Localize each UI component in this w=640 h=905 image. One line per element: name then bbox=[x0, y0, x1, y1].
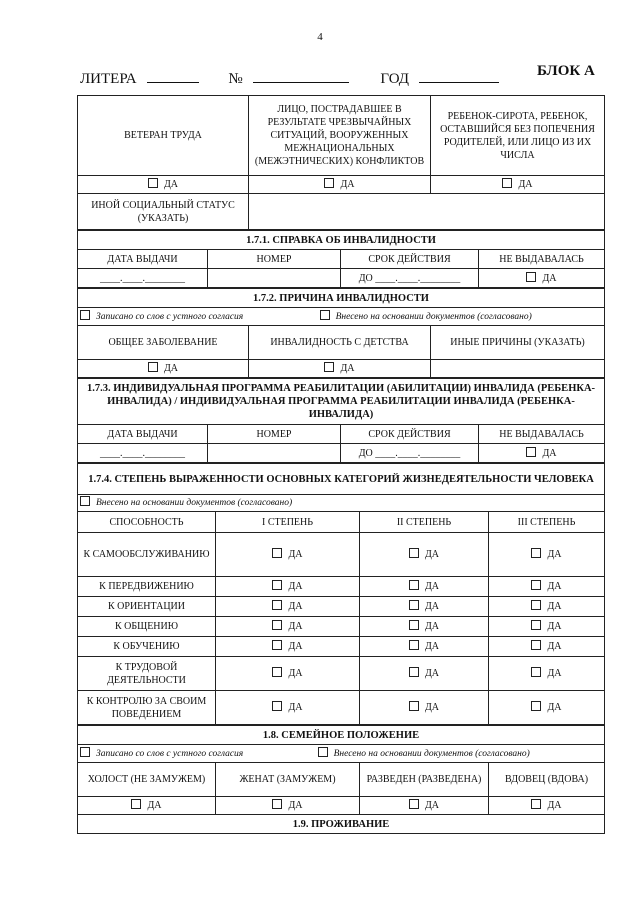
section-171 bbox=[77, 230, 605, 288]
other-reason-field[interactable] bbox=[431, 360, 605, 378]
ability-label: К ПЕРЕДВИЖЕНИЮ bbox=[78, 577, 216, 597]
ability-label: К САМООБСЛУЖИВАНИЮ bbox=[78, 533, 216, 577]
checkbox-icon[interactable] bbox=[148, 178, 158, 188]
checkbox-cell[interactable]: ДА bbox=[216, 597, 360, 617]
section-174 bbox=[77, 463, 605, 725]
checkbox-cell[interactable]: ДА bbox=[360, 617, 489, 637]
col-header: РАЗВЕДЕН (РАЗВЕДЕНА) bbox=[360, 763, 489, 797]
checkbox-icon[interactable] bbox=[324, 362, 334, 372]
checkbox-cell[interactable]: ДА bbox=[216, 577, 360, 597]
section-173 bbox=[77, 378, 605, 463]
checkbox-cell[interactable]: ДА bbox=[360, 797, 489, 815]
col-header: II СТЕПЕНЬ bbox=[360, 512, 489, 533]
ability-label: К ОБУЧЕНИЮ bbox=[78, 637, 216, 657]
checkbox-icon[interactable] bbox=[409, 701, 419, 711]
checkbox-cell[interactable]: ДА bbox=[216, 797, 360, 815]
option-docs[interactable]: Внесено на основании документов (согласовано) bbox=[320, 312, 532, 322]
form-body bbox=[77, 95, 604, 834]
section-title: 1.7.3. ИНДИВИДУАЛЬНАЯ ПРОГРАММА РЕАБИЛИТАЦИИ (АБИЛИТАЦИИ) ИНВАЛИДА (РЕБЕНКА-ИНВАЛИДА) / ИНДИВИДУАЛЬНАЯ ПРОГРАММА РЕАБИЛИТАЦИИ ИНВАЛИДА (РЕБЕНКА-ИНВАЛИДА) bbox=[78, 379, 605, 425]
checkbox-cell[interactable]: ДА bbox=[249, 360, 431, 378]
checkbox-icon[interactable] bbox=[409, 548, 419, 558]
checkbox-icon[interactable] bbox=[272, 620, 282, 630]
col-header: ИНВАЛИДНОСТЬ С ДЕТСТВА bbox=[249, 326, 431, 360]
checkbox-icon[interactable] bbox=[409, 640, 419, 650]
checkbox-cell[interactable]: ДА bbox=[489, 617, 605, 637]
checkbox-icon[interactable] bbox=[272, 667, 282, 677]
checkbox-icon[interactable] bbox=[531, 548, 541, 558]
checkbox-icon[interactable] bbox=[531, 620, 541, 630]
checkbox-icon[interactable] bbox=[272, 799, 282, 809]
col-header: I СТЕПЕНЬ bbox=[216, 512, 360, 533]
checkbox-icon[interactable] bbox=[324, 178, 334, 188]
table-row bbox=[78, 637, 605, 657]
litera-field[interactable] bbox=[147, 68, 199, 83]
checkbox-icon[interactable] bbox=[531, 701, 541, 711]
checkbox-cell[interactable]: ДА bbox=[360, 597, 489, 617]
checkbox-cell[interactable]: ДА bbox=[78, 797, 216, 815]
checkbox-cell[interactable]: ДА bbox=[360, 637, 489, 657]
col-header: ВДОВЕЦ (ВДОВА) bbox=[489, 763, 605, 797]
checkbox-icon[interactable] bbox=[80, 496, 90, 506]
section-title: 1.7.4. СТЕПЕНЬ ВЫРАЖЕННОСТИ ОСНОВНЫХ КАТЕГОРИЙ ЖИЗНЕДЕЯТЕЛЬНОСТИ ЧЕЛОВЕКА bbox=[78, 464, 605, 495]
issue-date-field[interactable]: ____.____.________ bbox=[78, 444, 208, 463]
checkbox-icon[interactable] bbox=[502, 178, 512, 188]
col-header: ХОЛОСТ (НЕ ЗАМУЖЕМ) bbox=[78, 763, 216, 797]
section-title: 1.7.2. ПРИЧИНА ИНВАЛИДНОСТИ bbox=[78, 289, 605, 308]
col-header: НОМЕР bbox=[208, 250, 341, 269]
checkbox-cell[interactable]: ДА bbox=[249, 176, 431, 194]
checkbox-icon[interactable] bbox=[409, 667, 419, 677]
checkbox-cell[interactable]: ДА bbox=[216, 617, 360, 637]
option-docs[interactable]: Внесено на основании документов (согласовано) bbox=[78, 495, 605, 512]
col-header: НЕ ВЫДАВАЛАСЬ bbox=[479, 425, 605, 444]
page-number: 4 bbox=[317, 31, 323, 43]
valid-until-field[interactable]: ДО ____.____.________ bbox=[341, 269, 479, 288]
table-row bbox=[78, 691, 605, 725]
section-title: 1.8. СЕМЕЙНОЕ ПОЛОЖЕНИЕ bbox=[78, 726, 605, 745]
col-header: ДАТА ВЫДАЧИ bbox=[78, 425, 208, 444]
number-label: № bbox=[228, 71, 243, 87]
option-docs[interactable]: Внесено на основании документов (согласовано) bbox=[318, 749, 530, 759]
col-header: III СТЕПЕНЬ bbox=[489, 512, 605, 533]
checkbox-icon[interactable] bbox=[409, 620, 419, 630]
status-orphan: РЕБЕНОК-СИРОТА, РЕБЕНОК, ОСТАВШИЙСЯ БЕЗ ПОПЕЧЕНИЯ РОДИТЕЛЕЙ, ИЛИ ЛИЦО ИЗ ИХ ЧИСЛА bbox=[431, 96, 605, 176]
section-title: 1.7.1. СПРАВКА ОБ ИНВАЛИДНОСТИ bbox=[78, 231, 605, 250]
block-label: БЛОК А bbox=[537, 63, 595, 79]
valid-until-field[interactable]: ДО ____.____.________ bbox=[341, 444, 479, 463]
checkbox-icon[interactable] bbox=[318, 747, 328, 757]
other-status-field[interactable] bbox=[249, 194, 605, 230]
checkbox-icon[interactable] bbox=[320, 310, 330, 320]
table-row bbox=[78, 657, 605, 691]
checkbox-cell[interactable]: ДА bbox=[489, 533, 605, 577]
checkbox-cell[interactable]: ДА bbox=[479, 269, 605, 288]
checkbox-cell[interactable]: ДА bbox=[360, 533, 489, 577]
checkbox-icon[interactable] bbox=[272, 600, 282, 610]
checkbox-icon[interactable] bbox=[526, 272, 536, 282]
checkbox-icon[interactable] bbox=[272, 701, 282, 711]
checkbox-icon[interactable] bbox=[80, 747, 90, 757]
checkbox-icon[interactable] bbox=[80, 310, 90, 320]
section-title: 1.9. ПРОЖИВАНИЕ bbox=[78, 815, 605, 834]
col-header: СРОК ДЕЙСТВИЯ bbox=[341, 425, 479, 444]
option-oral[interactable]: Записано со слов с устного согласия bbox=[80, 749, 243, 759]
checkbox-cell[interactable]: ДА bbox=[360, 691, 489, 725]
checkbox-icon[interactable] bbox=[531, 600, 541, 610]
checkbox-cell[interactable]: ДА bbox=[489, 691, 605, 725]
col-header: СПОСОБНОСТЬ bbox=[78, 512, 216, 533]
form-header bbox=[80, 68, 509, 88]
issue-date-field[interactable]: ____.____.________ bbox=[78, 269, 208, 288]
number-field[interactable] bbox=[208, 269, 341, 288]
checkbox-icon[interactable] bbox=[272, 580, 282, 590]
checkbox-icon[interactable] bbox=[526, 447, 536, 457]
ability-label: К ОРИЕНТАЦИИ bbox=[78, 597, 216, 617]
option-oral[interactable]: Записано со слов с устного согласия bbox=[80, 312, 243, 322]
checkbox-cell[interactable]: ДА bbox=[360, 657, 489, 691]
checkbox-icon[interactable] bbox=[409, 600, 419, 610]
year-field[interactable] bbox=[419, 68, 499, 83]
checkbox-cell[interactable]: ДА bbox=[489, 797, 605, 815]
checkbox-icon[interactable] bbox=[531, 640, 541, 650]
checkbox-cell[interactable]: ДА bbox=[78, 360, 249, 378]
checkbox-cell[interactable]: ДА bbox=[360, 577, 489, 597]
checkbox-icon[interactable] bbox=[272, 548, 282, 558]
checkbox-icon[interactable] bbox=[409, 580, 419, 590]
checkbox-icon[interactable] bbox=[531, 667, 541, 677]
section-172 bbox=[77, 288, 605, 378]
table-row bbox=[78, 597, 605, 617]
col-header: ДАТА ВЫДАЧИ bbox=[78, 250, 208, 269]
checkbox-cell[interactable]: ДА bbox=[216, 691, 360, 725]
checkbox-cell[interactable]: ДА bbox=[489, 577, 605, 597]
checkbox-cell[interactable]: ДА bbox=[216, 657, 360, 691]
col-header: НЕ ВЫДАВАЛАСЬ bbox=[479, 250, 605, 269]
section-18 bbox=[77, 725, 605, 834]
number-field[interactable] bbox=[253, 68, 349, 83]
checkbox-icon[interactable] bbox=[531, 580, 541, 590]
checkbox-cell[interactable]: ДА bbox=[489, 657, 605, 691]
number-field[interactable] bbox=[208, 444, 341, 463]
checkbox-icon[interactable] bbox=[148, 362, 158, 372]
checkbox-cell[interactable]: ДА bbox=[489, 637, 605, 657]
checkbox-cell[interactable]: ДА bbox=[489, 597, 605, 617]
checkbox-icon[interactable] bbox=[131, 799, 141, 809]
checkbox-icon[interactable] bbox=[409, 799, 419, 809]
status-veteran: ВЕТЕРАН ТРУДА bbox=[78, 96, 249, 176]
checkbox-cell[interactable]: ДА bbox=[216, 533, 360, 577]
col-header: ОБЩЕЕ ЗАБОЛЕВАНИЕ bbox=[78, 326, 249, 360]
table-row bbox=[78, 577, 605, 597]
other-status-label: ИНОЙ СОЦИАЛЬНЫЙ СТАТУС (УКАЗАТЬ) bbox=[78, 194, 249, 230]
table-row bbox=[78, 617, 605, 637]
checkbox-icon[interactable] bbox=[272, 640, 282, 650]
col-header: СРОК ДЕЙСТВИЯ bbox=[341, 250, 479, 269]
checkbox-cell[interactable]: ДА bbox=[78, 176, 249, 194]
ability-label: К ОБЩЕНИЮ bbox=[78, 617, 216, 637]
table-row bbox=[78, 533, 605, 577]
col-header: ИНЫЕ ПРИЧИНЫ (УКАЗАТЬ) bbox=[431, 326, 605, 360]
col-header: НОМЕР bbox=[208, 425, 341, 444]
status-table bbox=[77, 95, 605, 230]
checkbox-cell[interactable]: ДА bbox=[431, 176, 605, 194]
col-header: ЖЕНАТ (ЗАМУЖЕМ) bbox=[216, 763, 360, 797]
year-label: ГОД bbox=[380, 71, 410, 87]
status-emergency: ЛИЦО, ПОСТРАДАВШЕЕ В РЕЗУЛЬТАТЕ ЧРЕЗВЫЧАЙНЫХ СИТУАЦИЙ, ВООРУЖЕННЫХ МЕЖНАЦИОНАЛЬНЫХ (МЕЖЭТНИЧЕСКИХ) КОНФЛИКТОВ bbox=[249, 96, 431, 176]
ability-label: К ТРУДОВОЙ ДЕЯТЕЛЬНОСТИ bbox=[78, 657, 216, 691]
checkbox-icon[interactable] bbox=[531, 799, 541, 809]
litera-label: ЛИТЕРА bbox=[80, 71, 137, 87]
checkbox-cell[interactable]: ДА bbox=[216, 637, 360, 657]
ability-label: К КОНТРОЛЮ ЗА СВОИМ ПОВЕДЕНИЕМ bbox=[78, 691, 216, 725]
checkbox-cell[interactable]: ДА bbox=[479, 444, 605, 463]
